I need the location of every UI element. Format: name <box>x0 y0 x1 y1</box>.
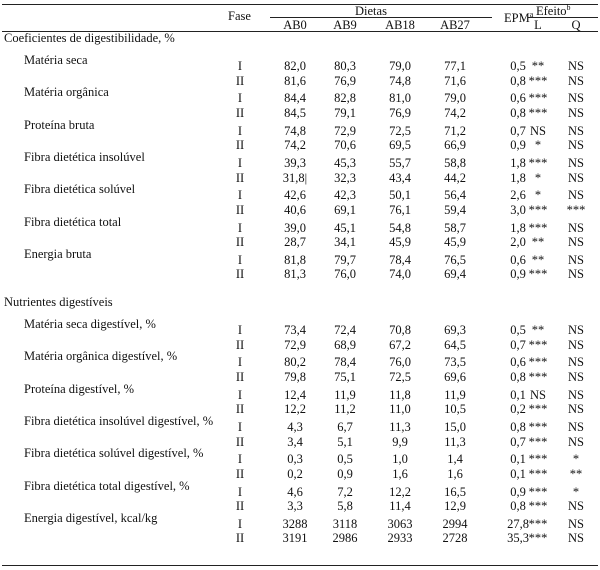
table-cell-l: * <box>534 170 542 185</box>
header-linear: L <box>534 18 542 32</box>
table-cell-l: ** <box>531 59 545 73</box>
row-label: Matéria orgânica <box>24 85 109 100</box>
table-cell-fase: I <box>237 355 243 370</box>
table-cell-v0: 82,0 <box>284 59 306 73</box>
table-cell-epm: 0,9 <box>510 484 526 499</box>
table-cell-v3: 11,9 <box>444 387 466 402</box>
table-cell-q: NS <box>568 516 584 531</box>
table-cell-epm: 0,8 <box>510 73 526 88</box>
table-cell-v0: 74,8 <box>284 123 306 138</box>
table-cell-v3: 2994 <box>442 516 468 531</box>
table-cell-v1: 45,1 <box>334 220 356 235</box>
table-cell-v1: 82,8 <box>334 91 356 106</box>
table-cell-v1: 11,9 <box>334 387 356 402</box>
header-diet-1: AB9 <box>333 18 357 32</box>
table-cell-v1: 0,5 <box>337 452 353 467</box>
table-cell-q: NS <box>568 123 584 138</box>
table-cell-l: *** <box>528 355 548 370</box>
table-cell-v3: 56,4 <box>444 188 466 203</box>
table-cell-v0: 72,9 <box>284 337 306 352</box>
table-cell-v3: 69,6 <box>444 369 466 384</box>
table-cell-v2: 9,9 <box>392 434 408 449</box>
table-cell-fase: II <box>235 138 245 153</box>
table-cell-v0: 74,2 <box>284 138 306 153</box>
table-cell-q: NS <box>568 369 584 384</box>
table-cell-v1: 75,1 <box>334 369 356 384</box>
table-cell-v1: 42,3 <box>334 188 356 203</box>
table-cell-v0: 4,6 <box>287 484 303 499</box>
table-cell-epm: 0,1 <box>510 466 526 481</box>
table-cell-epm: 2,6 <box>510 188 526 203</box>
table-cell-v3: 69,4 <box>444 267 466 282</box>
table-cell-l: *** <box>528 452 548 467</box>
table-cell-epm: 0,7 <box>510 123 526 138</box>
table-cell-v1: 72,4 <box>334 323 356 337</box>
table-cell-epm: 35,3 <box>507 531 529 546</box>
section-title: Coeficientes de digestibilidade, % <box>4 31 175 45</box>
table-cell-l: NS <box>530 123 546 138</box>
table-cell-v1: 6,7 <box>337 419 353 434</box>
table-cell-v0: 3,4 <box>287 434 303 449</box>
table-cell-v0: 80,2 <box>284 355 306 370</box>
table-cell-epm: 0,6 <box>510 252 526 267</box>
table-cell-q: NS <box>568 91 584 106</box>
table-cell-q: NS <box>568 170 584 185</box>
table-cell-v2: 3063 <box>387 516 413 531</box>
table-cell-v2: 54,8 <box>389 220 411 235</box>
table-cell-v3: 44,2 <box>444 170 466 185</box>
table-cell-l: NS <box>530 387 546 402</box>
table-cell-fase: II <box>235 466 245 481</box>
table-cell-v0: 3,3 <box>287 499 303 514</box>
table-cell-epm: 0,5 <box>510 59 526 73</box>
table-cell-q: NS <box>568 323 584 337</box>
table-cell-q: NS <box>568 138 584 153</box>
table-cell-fase: I <box>237 123 243 138</box>
table-cell-epm: 3,0 <box>510 202 526 217</box>
table-cell-v2: 50,1 <box>389 188 411 203</box>
table-cell-l: ** <box>531 252 545 267</box>
table-cell-v2: 76,9 <box>389 105 411 120</box>
table-cell-fase: I <box>237 91 243 106</box>
header-efeito: Efeito$^b$ <box>536 3 571 18</box>
table-cell-l: *** <box>528 267 548 282</box>
table-cell-epm: 0,7 <box>510 434 526 449</box>
table-cell-v1: 2986 <box>332 531 358 546</box>
table-cell-q: NS <box>568 387 584 402</box>
table-cell-l: *** <box>528 499 548 514</box>
table-cell-v2: 76,1 <box>389 202 411 217</box>
table-cell-l: *** <box>528 402 548 417</box>
table-cell-v3: 1,4 <box>447 452 463 467</box>
table-cell-q: *** <box>566 202 586 217</box>
section-title: Nutrientes digestíveis <box>4 295 113 309</box>
table-cell-fase: II <box>235 434 245 449</box>
table-cell-fase: II <box>235 202 245 217</box>
table-cell-v2: 45,9 <box>389 235 411 250</box>
table-cell-fase: II <box>235 402 245 417</box>
table-cell-v0: 12,4 <box>284 387 306 402</box>
table-cell-q: NS <box>568 337 584 352</box>
table-cell-v2: 74,8 <box>389 73 411 88</box>
table-cell-v3: 77,1 <box>444 59 466 73</box>
table-cell-q: NS <box>568 235 584 250</box>
table-cell-v2: 76,0 <box>389 355 411 370</box>
table-cell-v2: 11,4 <box>389 499 411 514</box>
table-cell-q: NS <box>568 220 584 235</box>
table-cell-l: *** <box>528 105 548 120</box>
table-cell-l: *** <box>528 155 548 170</box>
table-bottom-rule <box>2 565 598 566</box>
table-cell-v3: 15,0 <box>444 419 466 434</box>
table-cell-v2: 74,0 <box>389 267 411 282</box>
table-cell-v3: 69,3 <box>444 323 466 337</box>
table-cell-v2: 11,3 <box>389 419 411 434</box>
table-cell-fase: II <box>235 267 245 282</box>
table-cell-l: *** <box>528 91 548 106</box>
table-cell-v1: 34,1 <box>334 235 356 250</box>
table-cell-v3: 71,6 <box>444 73 466 88</box>
table-cell-epm: 2,0 <box>510 235 526 250</box>
table-cell-v3: 1,6 <box>447 466 463 481</box>
table-cell-v0: 12,2 <box>284 402 306 417</box>
table-cell-v2: 72,5 <box>389 369 411 384</box>
table-cell-v3: 73,5 <box>444 355 466 370</box>
table-cell-q: * <box>572 452 580 467</box>
row-label: Proteína bruta <box>24 117 95 132</box>
table-cell-v2: 1,6 <box>392 466 408 481</box>
table-cell-fase: I <box>237 387 243 402</box>
table-cell-q: NS <box>568 252 584 267</box>
table-cell-v2: 70,8 <box>389 323 411 337</box>
table-cell-v1: 0,9 <box>337 466 353 481</box>
table-cell-fase: I <box>237 484 243 499</box>
table-cell-v3: 66,9 <box>444 138 466 153</box>
table-cell-v1: 79,1 <box>334 105 356 120</box>
table-cell-epm: 0,6 <box>510 355 526 370</box>
table-cell-l: *** <box>528 484 548 499</box>
table-cell-epm: 0,8 <box>510 419 526 434</box>
table-cell-v0: 81,3 <box>284 267 306 282</box>
table-cell-v0: 84,4 <box>284 91 306 106</box>
table-cell-fase: I <box>237 59 243 73</box>
table-cell-epm: 0,1 <box>510 387 526 402</box>
table-cell-q: NS <box>568 59 584 73</box>
table-cell-fase: II <box>235 369 245 384</box>
table-cell-epm: 0,9 <box>510 267 526 282</box>
table-cell-v2: 55,7 <box>389 155 411 170</box>
table-cell-epm: 0,2 <box>510 402 526 417</box>
table-cell-fase: II <box>235 337 245 352</box>
table-cell-v2: 2933 <box>387 531 413 546</box>
table-cell-q: NS <box>568 434 584 449</box>
table-cell-l: *** <box>528 73 548 88</box>
header-diet-0: AB0 <box>283 18 307 32</box>
table-cell-v1: 76,9 <box>334 73 356 88</box>
table-cell-q: NS <box>568 188 584 203</box>
table-cell-epm: 0,1 <box>510 452 526 467</box>
table-cell-q: NS <box>568 355 584 370</box>
table-cell-v2: 69,5 <box>389 138 411 153</box>
table-cell-v0: 4,3 <box>287 419 303 434</box>
table-cell-epm: 0,9 <box>510 138 526 153</box>
table-cell-l: *** <box>528 531 548 546</box>
table-cell-v2: 12,2 <box>389 484 411 499</box>
table-cell-v2: 67,2 <box>389 337 411 352</box>
table-cell-l: *** <box>528 202 548 217</box>
table-cell-l: *** <box>528 466 548 481</box>
table-cell-v0: 0,3 <box>287 452 303 467</box>
table-cell-epm: 1,8 <box>510 170 526 185</box>
table-cell-fase: I <box>237 419 243 434</box>
table-cell-v2: 81,0 <box>389 91 411 106</box>
table-cell-v1: 68,9 <box>334 337 356 352</box>
table-cell-fase: I <box>237 516 243 531</box>
table-cell-v0: 31,8| <box>282 170 308 185</box>
row-label: Matéria seca <box>24 53 88 67</box>
table-cell-epm: 0,8 <box>510 369 526 384</box>
table-cell-v0: 3288 <box>282 516 308 531</box>
table-cell-l: *** <box>528 419 548 434</box>
table-cell-v1: 72,9 <box>334 123 356 138</box>
table-cell-l: *** <box>528 516 548 531</box>
table-cell-epm: 27,8 <box>507 516 529 531</box>
table-cell-l: ** <box>531 235 545 250</box>
table-cell-v3: 11,3 <box>444 434 466 449</box>
table-cell-fase: I <box>237 452 243 467</box>
table-cell-v3: 2728 <box>442 531 468 546</box>
table-cell-fase: I <box>237 220 243 235</box>
row-label: Matéria orgânica digestível, % <box>24 349 178 364</box>
table-cell-v0: 79,8 <box>284 369 306 384</box>
table-cell-v0: 81,8 <box>284 252 306 267</box>
table-cell-v2: 1,0 <box>392 452 408 467</box>
header-diet-2: AB18 <box>385 18 415 32</box>
row-label: Fibra dietética total <box>24 214 122 229</box>
table-cell-epm: 0,5 <box>510 323 526 337</box>
table-cell-v3: 71,2 <box>444 123 466 138</box>
table-cell-v3: 59,4 <box>444 202 466 217</box>
row-label: Fibra dietética total digestível, % <box>24 478 190 493</box>
table-cell-v0: 84,5 <box>284 105 306 120</box>
table-cell-l: *** <box>528 434 548 449</box>
table-cell-v2: 79,0 <box>389 59 411 73</box>
table-cell-q: ** <box>569 466 583 481</box>
table-cell-fase: I <box>237 252 243 267</box>
table-cell-v0: 42,6 <box>284 188 306 203</box>
table-cell-v1: 7,2 <box>337 484 353 499</box>
row-label: Matéria seca digestível, % <box>24 317 156 331</box>
table-cell-l: * <box>534 138 542 153</box>
table-cell-v0: 40,6 <box>284 202 306 217</box>
table-cell-v3: 12,9 <box>444 499 466 514</box>
table-cell-v2: 11,0 <box>389 402 411 417</box>
table-cell-v1: 3118 <box>332 516 358 531</box>
row-label: Fibra dietética insolúvel digestível, % <box>24 413 214 428</box>
row-label: Proteína digestível, % <box>24 381 135 396</box>
table-cell-v3: 74,2 <box>444 105 466 120</box>
table-cell-fase: I <box>237 188 243 203</box>
table-cell-q: * <box>572 484 580 499</box>
table-cell-v1: 69,1 <box>334 202 356 217</box>
table-cell-l: * <box>534 188 542 203</box>
table-cell-v0: 81,6 <box>284 73 306 88</box>
table-cell-l: ** <box>531 323 545 337</box>
table-cell-q: NS <box>568 267 584 282</box>
table-cell-epm: 1,8 <box>510 155 526 170</box>
table-cell-q: NS <box>568 499 584 514</box>
row-label: Energia bruta <box>24 246 92 261</box>
row-label: Fibra dietética solúvel <box>24 182 136 197</box>
table-cell-v1: 11,2 <box>334 402 356 417</box>
table-cell-fase: II <box>235 499 245 514</box>
table-cell-v1: 5,8 <box>337 499 353 514</box>
table-cell-v3: 64,5 <box>444 337 466 352</box>
table-cell-epm: 0,7 <box>510 337 526 352</box>
table-cell-v1: 32,3 <box>334 170 356 185</box>
row-label: Fibra dietética solúvel digestível, % <box>24 446 204 461</box>
table-cell-q: NS <box>568 73 584 88</box>
table-cell-v0: 39,3 <box>284 155 306 170</box>
table-cell-v0: 73,4 <box>284 323 306 337</box>
table-cell-v2: 72,5 <box>389 123 411 138</box>
table-cell-fase: I <box>237 155 243 170</box>
table-cell-fase: I <box>237 323 243 337</box>
table-cell-epm: 0,6 <box>510 91 526 106</box>
table-cell-v0: 28,7 <box>284 235 306 250</box>
table-cell-l: *** <box>528 337 548 352</box>
table-cell-l: *** <box>528 369 548 384</box>
table-cell-v3: 79,0 <box>444 91 466 106</box>
table-top-rule <box>2 4 598 5</box>
table-cell-v2: 11,8 <box>389 387 411 402</box>
table-cell-v0: 3191 <box>282 531 308 546</box>
table-cell-q: NS <box>568 105 584 120</box>
row-label: Energia digestível, kcal/kg <box>24 510 158 525</box>
table-cell-fase: II <box>235 170 245 185</box>
table-cell-v1: 5,1 <box>337 434 353 449</box>
table-cell-fase: II <box>235 105 245 120</box>
header-quadratic: Q <box>571 18 581 32</box>
table-cell-v0: 0,2 <box>287 466 303 481</box>
table-cell-v3: 58,8 <box>444 155 466 170</box>
table-cell-epm: 1,8 <box>510 220 526 235</box>
table-cell-fase: II <box>235 235 245 250</box>
table-cell-v1: 79,7 <box>334 252 356 267</box>
table-cell-v3: 58,7 <box>444 220 466 235</box>
table-cell-v3: 76,5 <box>444 252 466 267</box>
table-cell-v3: 16,5 <box>444 484 466 499</box>
table-cell-epm: 0,8 <box>510 499 526 514</box>
table-cell-epm: 0,8 <box>510 105 526 120</box>
table-cell-v1: 70,6 <box>334 138 356 153</box>
table-cell-v1: 76,0 <box>334 267 356 282</box>
table-cell-v1: 78,4 <box>334 355 356 370</box>
table-cell-q: NS <box>568 419 584 434</box>
table-cell-q: NS <box>568 155 584 170</box>
header-fase: Fase <box>228 9 251 23</box>
table-cell-v0: 39,0 <box>284 220 306 235</box>
table-cell-v1: 80,3 <box>334 59 356 73</box>
header-dietas: Dietas <box>355 4 387 18</box>
table-cell-v2: 43,4 <box>389 170 411 185</box>
row-label: Fibra dietética insolúvel <box>24 149 145 164</box>
table-cell-l: *** <box>528 220 548 235</box>
header-epm: EPM$^a$ <box>504 10 534 25</box>
table-cell-fase: II <box>235 73 245 88</box>
table-cell-fase: II <box>235 531 245 546</box>
table-cell-v1: 45,3 <box>334 155 356 170</box>
table-cell-v3: 45,9 <box>444 235 466 250</box>
header-diet-3: AB27 <box>440 18 470 32</box>
table-cell-q: NS <box>568 531 584 546</box>
table-cell-v2: 78,4 <box>389 252 411 267</box>
table-cell-v3: 10,5 <box>444 402 466 417</box>
table-cell-q: NS <box>568 402 584 417</box>
